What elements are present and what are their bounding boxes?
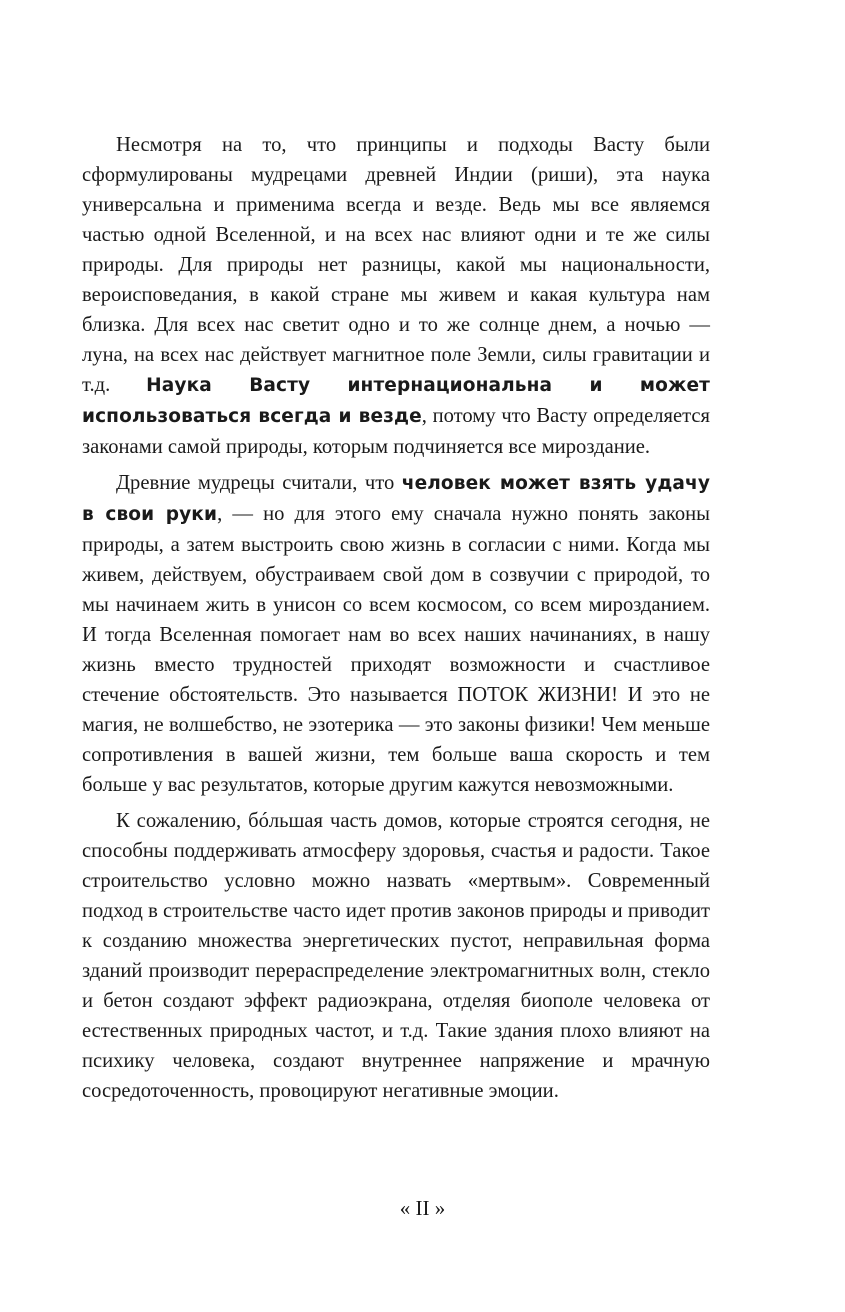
paragraph-text: , потому что Васту определяется законами самой природы, которым подчиняется все мироздание. [82,405,710,458]
body-text [82,130,710,1112]
paragraph-text: Несмотря на то, что принципы и подходы Васту были сформулированы мудрецами древней Индии (риши), эта наука универсальна и применима всегда и везде. Ведь мы все являемся частью одной Вселенной, и на всех нас влияют одни и те же силы природы. Для природы нет разницы, какой мы национальности, вероисповедания, в какой стране мы живем и какая культура нам близка. Для всех нас светит одно и то же солнце днем, а ночью — луна, на всех нас действует магнитное поле Земли, силы гравитации и т.д. [82,134,710,396]
paragraph-text: Древние мудрецы считали, что [116,472,402,494]
paragraph [82,468,710,800]
paragraph [82,130,710,462]
paragraph-text: К сожалению, бóльшая часть домов, которые строятся сегодня, не способны поддерживать атмосферу здоровья, счастья и радости. Такое строительство условно можно назвать «мертвым». Современный подход в строительстве часто идет против законов природы и приводит к созданию множества энергетических пустот, неправильная форма зданий производит перераспределение электромагнитных волн, стекло и бетон создают эффект радиоэкрана, отделяя биополе человека от естественных природных частот, и т.д. Такие здания плохо влияют на психику человека, создают внутреннее напряжение и мрачную сосредоточенность, провоцируют негативные эмоции. [82,810,710,1102]
bold-phrase: человек может взять удачу в свои руки [82,473,711,525]
bold-phrase: Наука Васту интернациональна и может использоваться всегда и везде [82,375,710,427]
paragraph-text: , — но для этого ему сначала нужно понять законы природы, а затем выстроить свою жизнь в согласии с ними. Когда мы живем, действуем, обустраиваем свой дом в созвучии с природой, то мы начинаем жить в унисон со всем космосом, со всем мирозданием. И тогда Вселенная помогает нам во всех наших начинаниях, в нашу жизнь вместо трудностей приходят возможности и счастливое стечение обстоятельств. Это называется ПОТОК ЖИЗНИ! И это не магия, не волшебство, не эзотерика — это законы физики! Чем меньше сопротивления в вашей жизни, тем больше ваша скорость и тем больше у вас результатов, которые другим кажутся невозможными. [82,503,710,796]
paragraph [82,806,710,1106]
page-number: « II » [399,1196,446,1220]
